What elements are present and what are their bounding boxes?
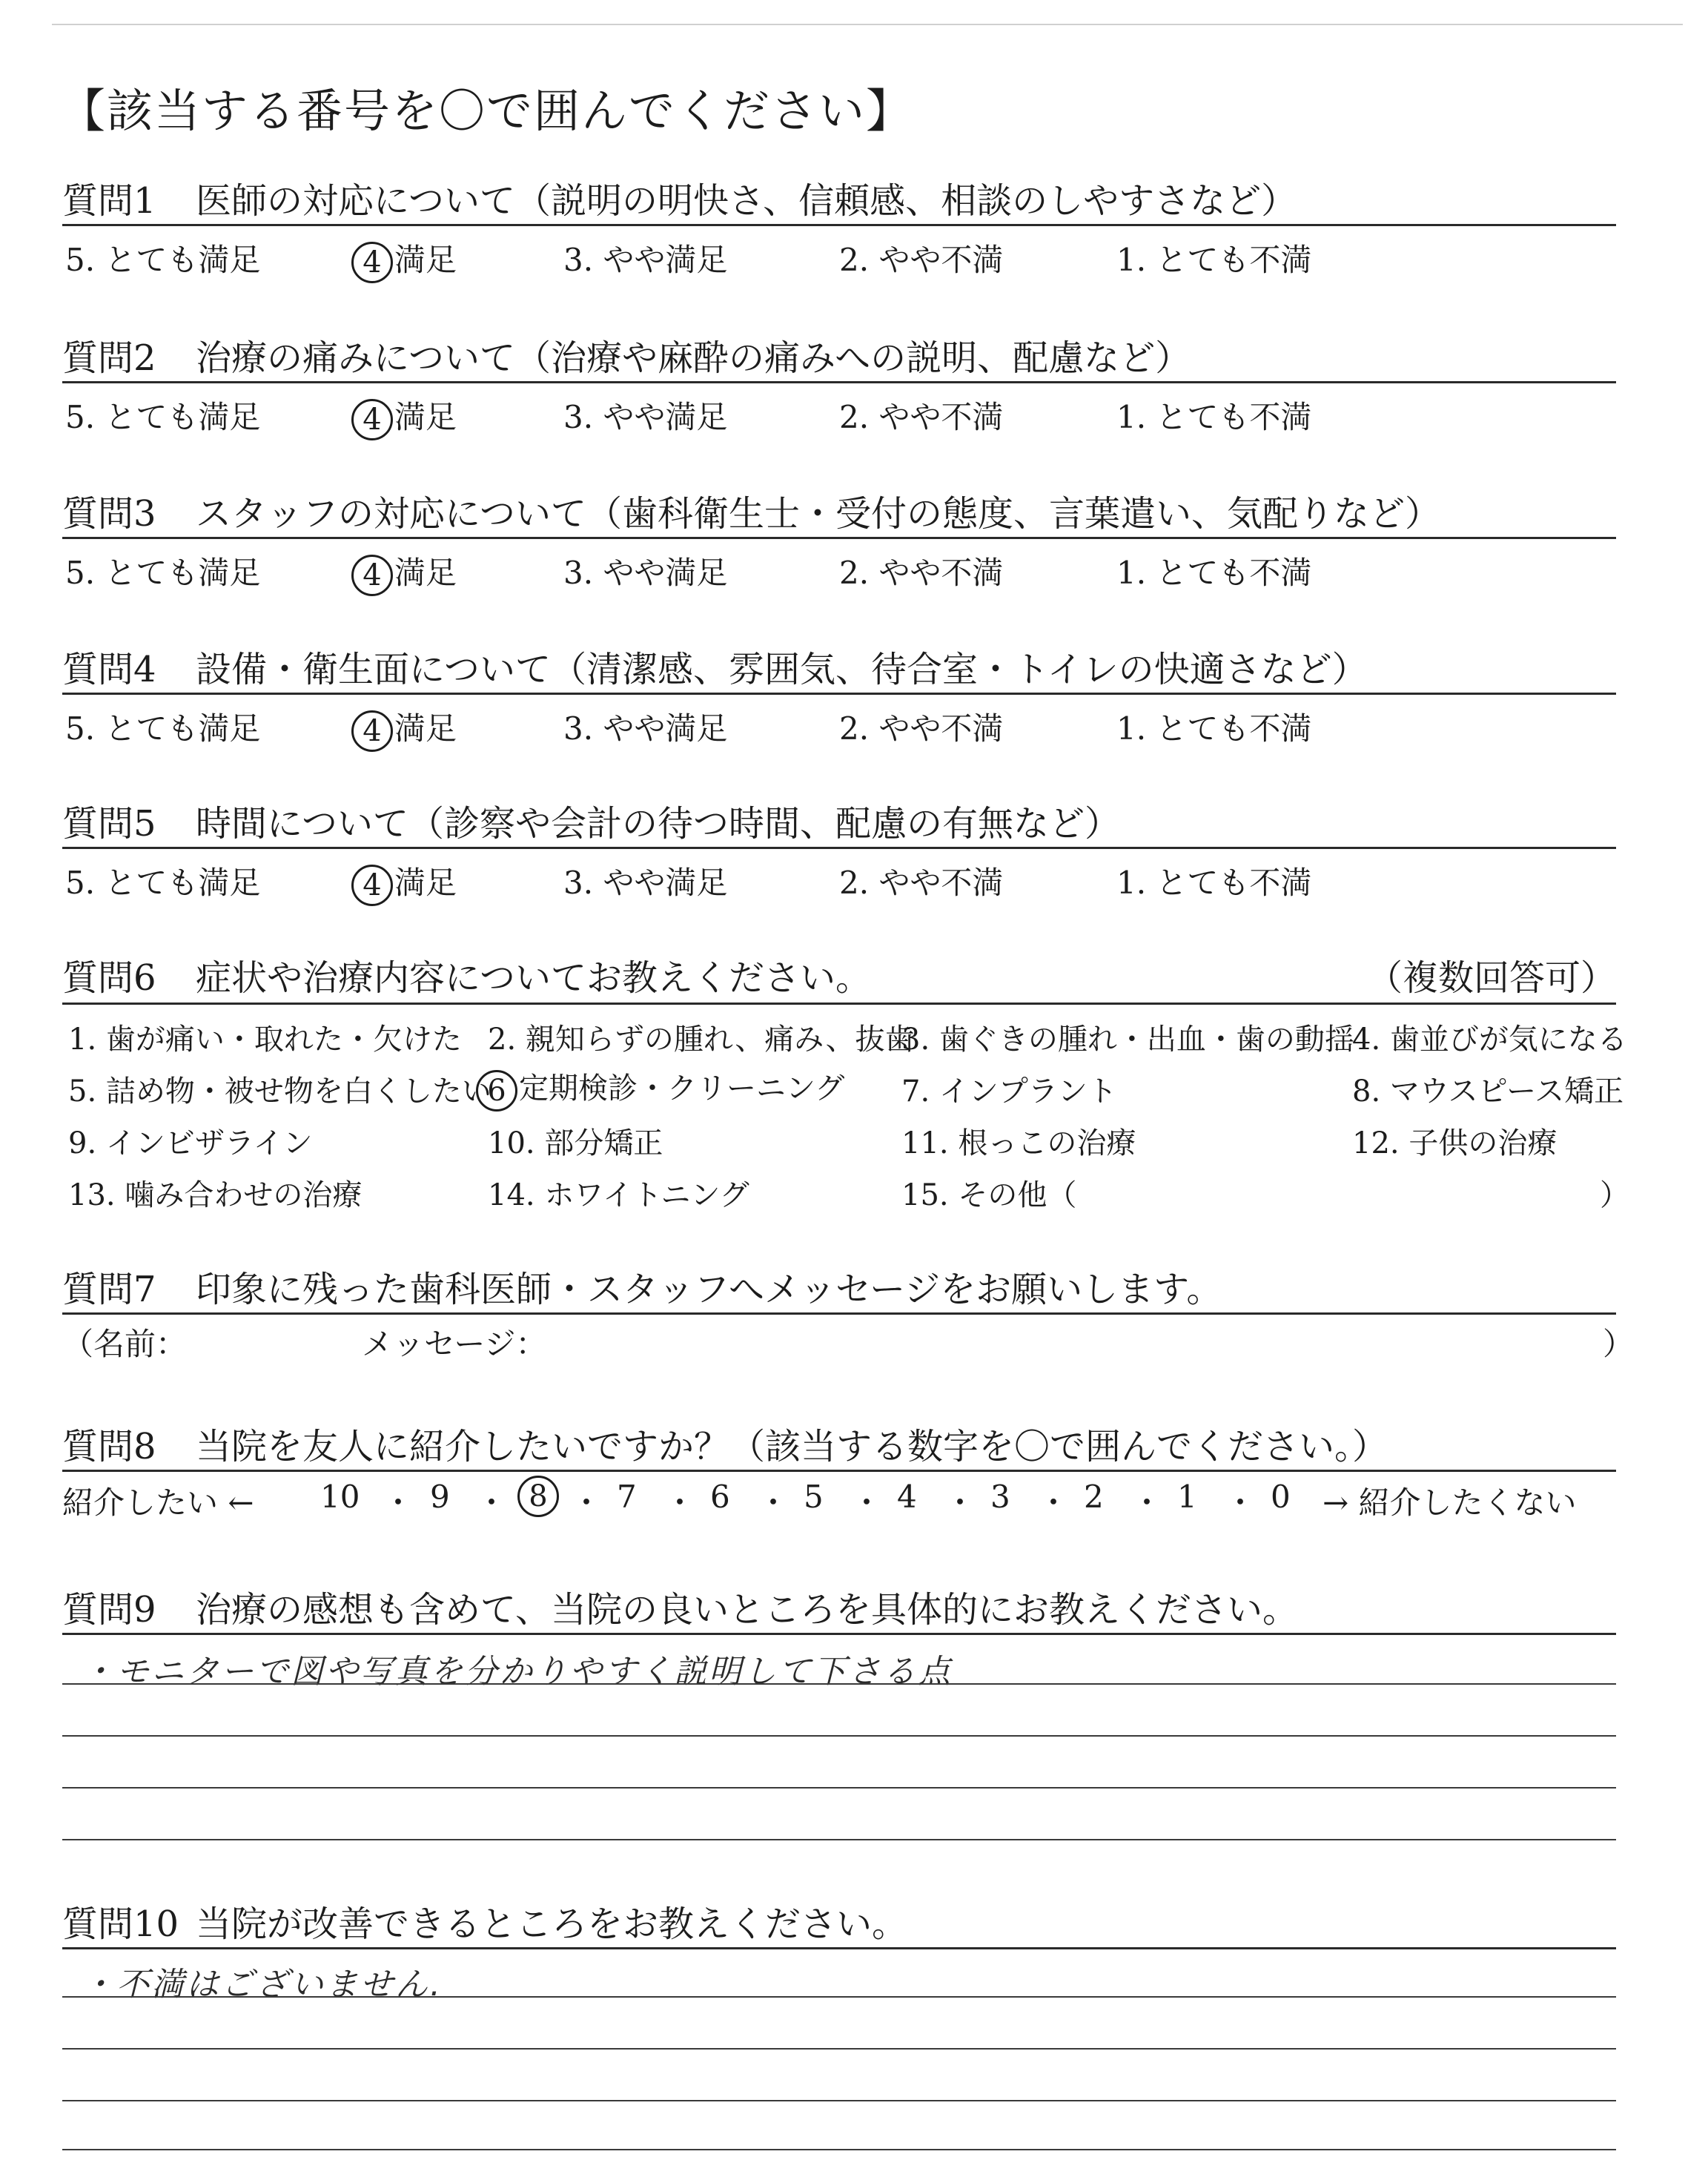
option-somewhat-satisfied[interactable]: 3. やや満足 xyxy=(563,710,728,747)
symptom-option[interactable]: 12. 子供の治療 xyxy=(1352,1126,1558,1160)
message-close-paren: ） xyxy=(1603,1326,1635,1362)
option-very-satisfied[interactable]: 5. とても満足 xyxy=(65,710,261,747)
divider xyxy=(62,847,1616,849)
option-very-satisfied[interactable]: 5. とても満足 xyxy=(65,865,261,901)
scale-separator: ・ xyxy=(476,1484,508,1521)
other-close-paren: ） xyxy=(1600,1178,1629,1212)
answer-line xyxy=(62,2149,1616,2150)
answer-line xyxy=(62,2100,1616,2101)
scale-right-label: → 紹介したくない xyxy=(1323,1484,1577,1521)
symptom-option[interactable]: 13. 噛み合わせの治療 xyxy=(68,1178,363,1212)
divider xyxy=(62,537,1616,539)
question-text: 症状や治療内容についてお教えください。 xyxy=(196,957,872,999)
scale-value[interactable]: 2 xyxy=(1084,1479,1104,1515)
scale-value[interactable]: 1 xyxy=(1177,1479,1197,1515)
option-somewhat-dissatisfied[interactable]: 2. やや不満 xyxy=(839,242,1004,278)
question-text: 治療の感想も含めて、当院の良いところを具体的にお教えください。 xyxy=(196,1589,1299,1631)
question-7-heading xyxy=(62,1261,1222,1312)
question-6-heading xyxy=(62,949,871,1000)
question-number: 質問7 xyxy=(62,1269,156,1310)
message-label: メッセージ： xyxy=(362,1326,547,1362)
scale-value[interactable]: 5 xyxy=(804,1479,824,1515)
question-number: 質問9 xyxy=(62,1589,156,1631)
divider xyxy=(62,1003,1616,1005)
question-number: 質問10 xyxy=(62,1903,179,1945)
question-number: 質問6 xyxy=(62,957,156,999)
symptom-option[interactable]: 1. 歯が痛い・取れた・欠けた xyxy=(68,1023,462,1057)
divider xyxy=(62,693,1616,695)
option-very-satisfied[interactable]: 5. とても満足 xyxy=(65,555,261,591)
question-1-heading xyxy=(62,172,1297,223)
scale-separator: ・ xyxy=(664,1484,696,1521)
question-text: 医師の対応について（説明の明快さ、信頼感、相談のしやすさなど） xyxy=(196,180,1297,222)
circle-mark: 4 xyxy=(351,865,393,906)
question-9-heading xyxy=(62,1581,1298,1632)
scale-separator: ・ xyxy=(1131,1484,1163,1521)
question-text: 印象に残った歯科医師・スタッフへメッセージをお願いします。 xyxy=(196,1269,1222,1310)
option-satisfied-circled[interactable]: 4 満足 xyxy=(351,393,457,440)
scale-separator: ・ xyxy=(1225,1484,1257,1521)
handwritten-answer-good-points: ・モニターで図や写真を分かりやすく説明して下さる点 xyxy=(82,1653,953,1691)
option-satisfied-circled[interactable]: 4 満足 xyxy=(351,859,457,906)
divider xyxy=(62,381,1616,383)
answer-line xyxy=(62,2048,1616,2050)
option-satisfied-circled[interactable]: 4 満足 xyxy=(351,704,457,752)
symptom-option[interactable]: 4. 歯並びが気になる xyxy=(1352,1023,1627,1057)
circle-mark: 4 xyxy=(351,399,393,440)
circle-mark: 4 xyxy=(351,710,393,752)
option-very-dissatisfied[interactable]: 1. とても不満 xyxy=(1116,865,1312,901)
top-border xyxy=(52,24,1683,25)
option-satisfied-circled[interactable]: 4 満足 xyxy=(351,236,457,283)
option-very-satisfied[interactable]: 5. とても満足 xyxy=(65,399,261,435)
question-text: 当院が改善できるところをお教えください。 xyxy=(196,1903,908,1945)
scale-left-label: 紹介したい ← xyxy=(62,1484,254,1521)
question-text: 設備・衛生面について（清潔感、雰囲気、待合室・トイレの快適さなど） xyxy=(196,649,1368,690)
question-text: 当院を友人に紹介したいですか？（該当する数字を〇で囲んでください。） xyxy=(196,1426,1388,1467)
symptom-option[interactable]: 3. 歯ぐきの腫れ・出血・歯の動揺 xyxy=(901,1023,1354,1057)
symptom-option[interactable]: 10. 部分矯正 xyxy=(488,1126,663,1160)
scale-separator: ・ xyxy=(1038,1484,1070,1521)
instruction-header: 【該当する番号を〇で囲んでください】 xyxy=(59,84,914,138)
answer-line xyxy=(62,1683,1616,1685)
scale-separator: ・ xyxy=(944,1484,976,1521)
symptom-option[interactable]: 7. インプラント xyxy=(901,1074,1117,1109)
symptom-option-other[interactable]: 15. その他（ xyxy=(901,1178,1077,1212)
scale-value-circled[interactable] xyxy=(517,1476,560,1517)
divider xyxy=(62,224,1616,226)
scale-value[interactable]: 0 xyxy=(1271,1479,1291,1515)
divider xyxy=(62,1470,1616,1472)
circle-mark: 8 xyxy=(517,1476,559,1517)
scale-value[interactable]: 6 xyxy=(710,1479,730,1515)
question-text: 治療の痛みについて（治療や麻酔の痛みへの説明、配慮など） xyxy=(196,337,1191,379)
symptom-option-circled[interactable]: 6 定期検診・クリーニング xyxy=(476,1065,844,1112)
question-number: 質問2 xyxy=(62,337,156,379)
divider xyxy=(62,1633,1616,1635)
scale-value[interactable]: 7 xyxy=(617,1479,637,1515)
answer-line xyxy=(62,1787,1616,1789)
handwritten-answer-improvements: ・不満はございません. xyxy=(82,1966,443,2004)
symptom-option[interactable]: 2. 親知らずの腫れ、痛み、抜歯 xyxy=(488,1023,915,1057)
question-4-heading xyxy=(62,641,1368,692)
option-somewhat-dissatisfied[interactable]: 2. やや不満 xyxy=(839,399,1004,435)
scale-separator: ・ xyxy=(758,1484,790,1521)
circle-mark: 6 xyxy=(476,1070,517,1112)
option-very-satisfied[interactable]: 5. とても満足 xyxy=(65,242,261,278)
scale-value[interactable]: 3 xyxy=(990,1479,1010,1515)
option-very-dissatisfied[interactable]: 1. とても不満 xyxy=(1116,555,1312,591)
scale-separator: ・ xyxy=(383,1484,414,1521)
option-somewhat-dissatisfied[interactable]: 2. やや不満 xyxy=(839,710,1004,747)
question-8-heading xyxy=(62,1418,1388,1469)
option-somewhat-dissatisfied[interactable]: 2. やや不満 xyxy=(839,865,1004,901)
circle-mark: 4 xyxy=(351,242,393,283)
question-number: 質問3 xyxy=(62,493,156,535)
scale-separator: ・ xyxy=(851,1484,883,1521)
option-very-dissatisfied[interactable]: 1. とても不満 xyxy=(1116,710,1312,747)
question-5-heading xyxy=(62,795,1120,846)
question-number: 質問5 xyxy=(62,803,156,845)
question-number: 質問8 xyxy=(62,1426,156,1467)
option-somewhat-satisfied[interactable]: 3. やや満足 xyxy=(563,555,728,591)
option-satisfied-circled[interactable]: 4 満足 xyxy=(351,549,457,596)
divider xyxy=(62,1947,1616,1949)
symptom-option[interactable]: 11. 根っこの治療 xyxy=(901,1126,1136,1160)
option-very-dissatisfied[interactable]: 1. とても不満 xyxy=(1116,242,1312,278)
question-number: 質問4 xyxy=(62,649,156,690)
option-somewhat-satisfied[interactable]: 3. やや満足 xyxy=(563,865,728,901)
divider xyxy=(62,1312,1616,1315)
name-label: （名前： xyxy=(62,1326,188,1362)
question-10-heading xyxy=(62,1895,907,1946)
option-very-dissatisfied[interactable]: 1. とても不満 xyxy=(1116,399,1312,435)
scale-value[interactable]: 9 xyxy=(430,1479,450,1515)
option-somewhat-dissatisfied[interactable]: 2. やや不満 xyxy=(839,555,1004,591)
option-somewhat-satisfied[interactable]: 3. やや満足 xyxy=(563,242,728,278)
question-text: 時間について（診察や会計の待つ時間、配慮の有無など） xyxy=(196,803,1121,845)
scale-value[interactable]: 4 xyxy=(897,1479,917,1515)
question-text: スタッフの対応について（歯科衛生士・受付の態度、言葉遣い、気配りなど） xyxy=(196,493,1441,535)
symptom-option[interactable]: 9. インビザライン xyxy=(68,1126,313,1160)
symptom-option[interactable]: 8. マウスピース矯正 xyxy=(1352,1074,1624,1109)
scale-value[interactable]: 10 xyxy=(320,1479,360,1515)
question-number: 質問1 xyxy=(62,180,156,222)
symptom-option[interactable]: 14. ホワイトニング xyxy=(488,1178,749,1212)
answer-line xyxy=(62,1735,1616,1737)
question-2-heading xyxy=(62,329,1191,380)
question-3-heading xyxy=(62,485,1440,536)
circle-mark: 4 xyxy=(351,555,393,596)
scale-separator: ・ xyxy=(571,1484,603,1521)
answer-line xyxy=(62,1996,1616,1998)
answer-line xyxy=(62,1839,1616,1840)
multiple-answers-note: （複数回答可） xyxy=(1366,957,1616,999)
symptom-option[interactable]: 5. 詰め物・被せ物を白くしたい xyxy=(68,1074,491,1109)
option-somewhat-satisfied[interactable]: 3. やや満足 xyxy=(563,399,728,435)
